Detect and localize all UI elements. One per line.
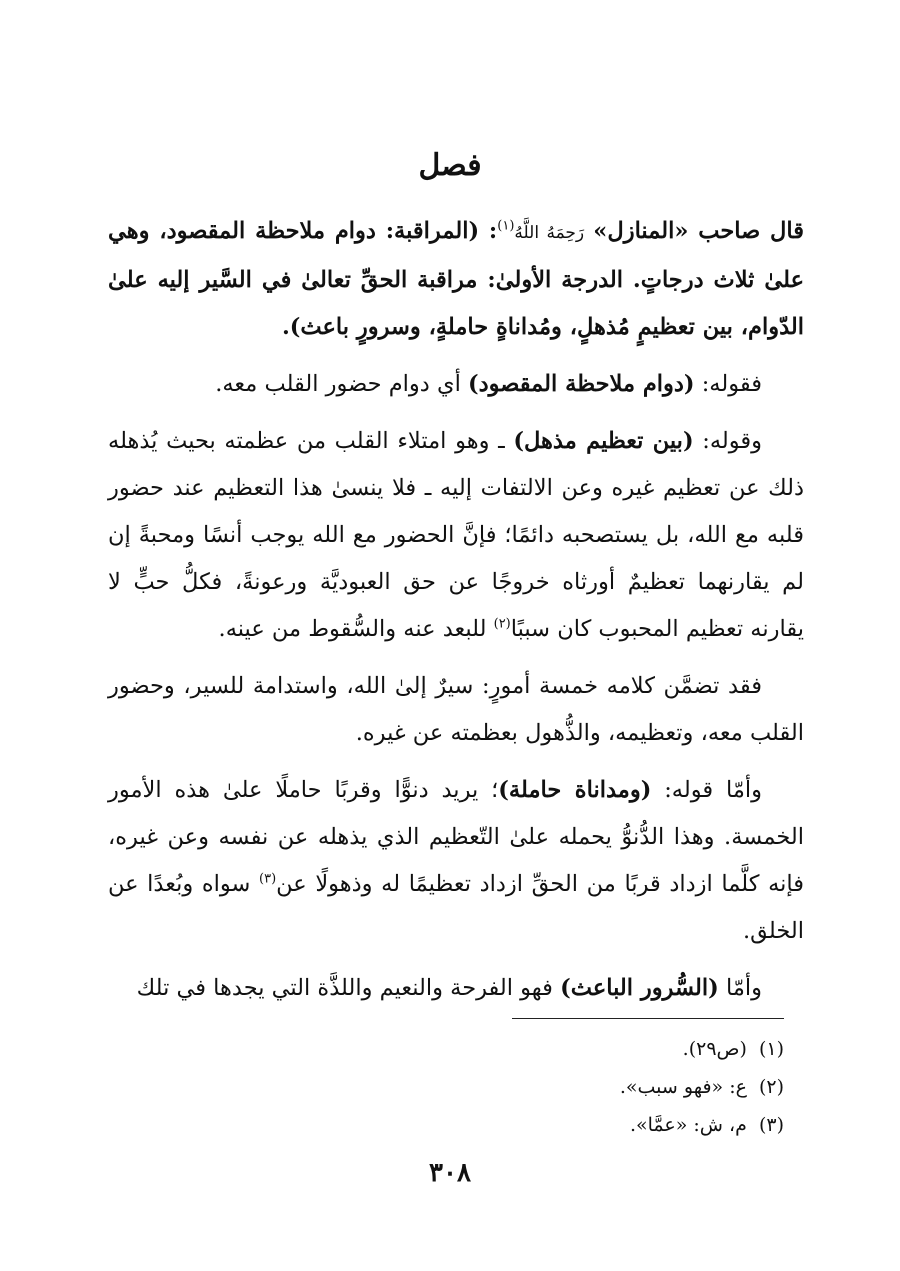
paragraph-6	[108, 965, 804, 1012]
paragraph-5-pre: وأمّا قوله:	[651, 777, 762, 803]
footnote-mark-3: (٣)	[259, 871, 277, 887]
footnote-mark-2: (٢)	[493, 616, 511, 632]
paragraph-3	[108, 418, 804, 653]
paragraph-1	[108, 208, 804, 351]
paragraph-6-term: (السُّرور الباعث)	[560, 975, 719, 1001]
paragraph-3-end: للبعد عنه والسُّقوط من عينه.	[218, 616, 494, 642]
footnote-text: ع: «فهو سبب».	[619, 1076, 747, 1098]
footnote-divider	[512, 1018, 784, 1019]
footnote-text: م، ش: «عمَّا».	[629, 1114, 747, 1136]
paragraph-6-pre: وأمّا	[718, 975, 762, 1001]
footnotes	[300, 1030, 784, 1144]
footnote-number: (١)	[758, 1038, 784, 1060]
honorific: رَحِمَهُ اللَّهُ	[514, 223, 585, 243]
footnote-2	[300, 1068, 784, 1106]
section-heading: فصل	[418, 148, 482, 183]
footnote-text: (ص٢٩).	[682, 1038, 747, 1060]
paragraph-2-term: (دوام ملاحظة المقصود)	[467, 371, 695, 397]
paragraph-3-text: ـ وهو امتلاء القلب من عظمته بحيث يُذهله ذلك عن تعظيم غيره وعن الالتفات إليه ـ فلا ينسىٰ هذا التعظيم عند حضور قلبه مع الله، بل يستصحبه دائمًا؛ فإنَّ الحضور مع الله يوجب أنسًا ومحبةً إن لم يقارنهما تعظيمٌ أورثاه خروجًا عن حق العبوديَّة ورعونةً، فكلُّ حبٍّ لا يقارنه تعظيم المحبوب كان سببًا	[108, 428, 804, 642]
paragraph-3-pre: وقوله:	[693, 428, 762, 454]
footnote-number: (٢)	[758, 1076, 784, 1098]
paragraph-5-term: (ومداناة حاملة)	[498, 777, 652, 803]
footnote-mark-1: (١)	[497, 218, 515, 234]
paragraph-4: فقد تضمَّن كلامه خمسة أمورٍ: سيرٌ إلىٰ الله، واستدامة للسير، وحضور القلب معه، وتعظيمه، والذُّهول بعظمته عن غيره.	[108, 673, 804, 746]
paragraph-5	[108, 767, 804, 955]
footnote-1	[300, 1030, 784, 1068]
paragraph-5-text: ؛ يريد دنوًّا وقربًا حاملًا علىٰ هذه الأمور الخمسة. وهذا الدُّنوُّ يحمله علىٰ التّعظيم الذي يذهله عن نفسه وعن غيره، فإنه كلَّما ازداد قربًا من الحقِّ ازداد تعظيمًا له وذهولًا عن	[108, 777, 805, 897]
paragraph-2-post: أي دوام حضور القلب معه.	[215, 371, 468, 397]
paragraph-6-text: فهو الفرحة والنعيم واللذَّة التي يجدها في تلك	[136, 975, 561, 1001]
quote-text: : (المراقبة: دوام ملاحظة المقصود، وهي علىٰ ثلاث درجاتٍ. الدرجة الأولىٰ: مراقبة الحقِّ تعالىٰ في السَّير إليه علىٰ الدّوام، بين تعظيمٍ مُذهلٍ، ومُداناةٍ حاملةٍ، وسرورٍ باعث).	[108, 218, 804, 340]
paragraph-2-pre: فقوله:	[694, 371, 762, 397]
footnote-number: (٣)	[758, 1114, 784, 1136]
paragraph-2	[108, 361, 804, 408]
page-number: ٣٠٨	[429, 1158, 471, 1188]
body-text	[108, 208, 804, 1022]
paragraph-3-term: (بين تعظيم مذهل)	[513, 428, 694, 454]
quote-lead: قال صاحب «المنازل»	[593, 218, 805, 244]
paragraph-5-end: سواه وبُعدًا عن الخلق.	[108, 871, 804, 944]
footnote-3	[300, 1106, 784, 1144]
